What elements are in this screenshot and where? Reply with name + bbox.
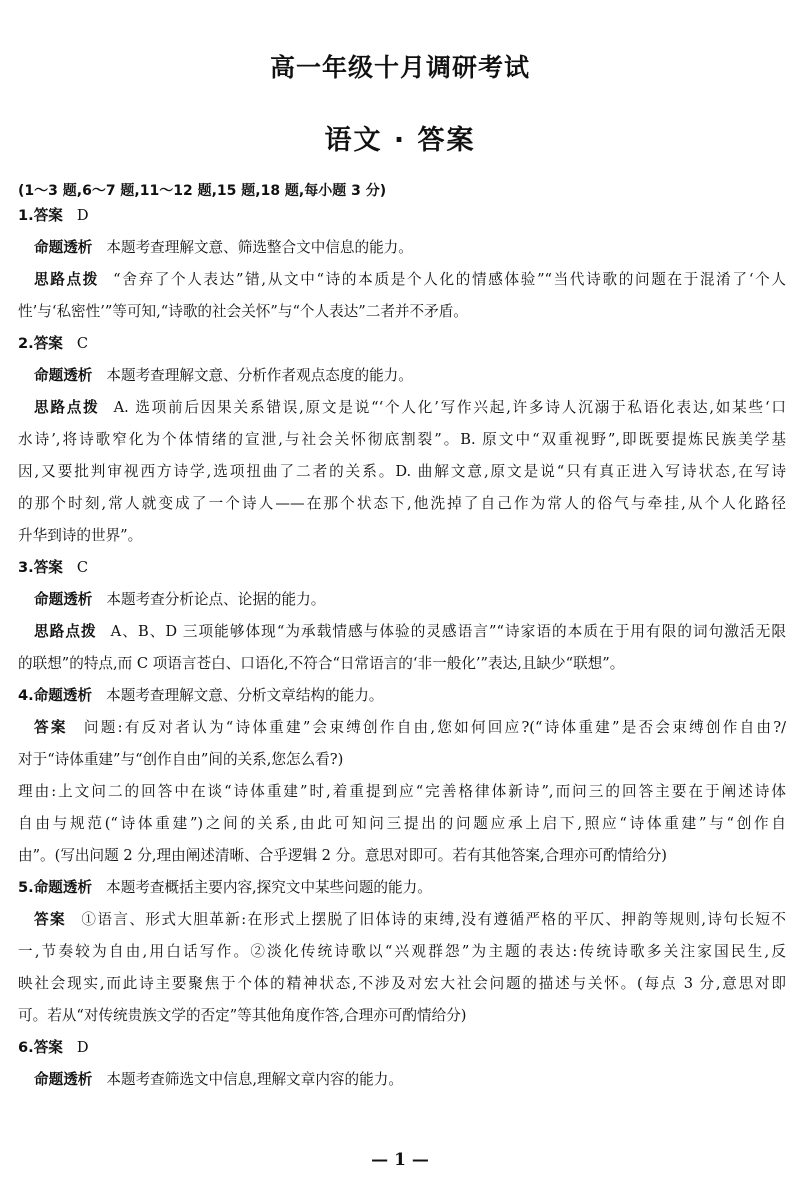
- analysis-label: 命题透析: [34, 1071, 93, 1088]
- q1-analysis: 本题考查理解文意、筛选整合文中信息的能力。: [106, 239, 413, 256]
- answer-label: 答案: [34, 719, 68, 736]
- q5-answer-1: ①语言、形式大胆革新:在形式上摆脱了旧体诗的束缚,没有遵循严格的平仄、押韵等规则,诗句长短不: [79, 911, 786, 928]
- q3-answer: C: [76, 559, 89, 576]
- q2-hint-line-3: 因,又要批判审视西方诗学,选项扭曲了二者的关系。D. 曲解文意,原文是说“只有真正进入写诗状态,在写诗: [18, 463, 786, 480]
- hint-label: 思路点拨: [34, 623, 97, 640]
- q1-hint-1: “舍弃了个人表达”错,从文中“诗的本质是个人化的情感体验”“当代诗歌的问题在于混淆了‘个人: [113, 271, 786, 288]
- q6-number: 6.: [18, 1039, 34, 1056]
- q5-answer-line: [18, 904, 786, 936]
- q1-number: 1.: [18, 207, 34, 224]
- answer-label: 答案: [33, 335, 63, 352]
- q2-hint-1: A. 选项前后因果关系错误,原文是说“‘个人化’写作兴起,许多诗人沉溺于私语化表达,如某些‘口: [113, 399, 786, 416]
- q4-answer-line-2: 对于“诗体重建”与“创作自由”间的关系,您怎么看?): [18, 751, 344, 768]
- answer-label: 答案: [34, 911, 66, 928]
- q4-reason-line-1: 理由:上文问二的回答中在谈“诗体重建”时,着重提到应“完善格律体新诗”,而问三的回答主要在于阐述诗体: [18, 783, 786, 800]
- q3-hint-line: [18, 616, 786, 648]
- q1-answer-line: [18, 200, 786, 232]
- q1-hint-line: [18, 264, 786, 296]
- answer-label: 答案: [33, 1039, 63, 1056]
- document-subtitle: 语文 · 答案: [324, 125, 476, 156]
- scoring-note: (1～3 题,6～7 题,11～12 题,15 题,18 题,每小题 3 分): [18, 183, 387, 199]
- q2-number: 2.: [18, 335, 34, 352]
- q5-answer-line-2: 一,节奏较为自由,用白话写作。②淡化传统诗歌以“兴观群怨”为主题的表达:传统诗歌多关注家国民生,反: [18, 943, 786, 960]
- q4-reason-line-2: 自由与规范(“诗体重建”)之间的关系,由此可知问三提出的问题应承上启下,照应“诗体重建”与“创作自: [18, 815, 786, 832]
- q4-reason-line-3: 由”。(写出问题 2 分,理由阐述清晰、合乎逻辑 2 分。意思对即可。若有其他答案,合理亦可酌情给分): [18, 847, 668, 864]
- q3-hint-line-2: 的联想”的特点,而 C 项语言苍白、口语化,不符合“日常语言的‘非一般化’”表达,且缺少“联想”。: [18, 655, 625, 672]
- hint-label: 思路点拨: [34, 271, 100, 288]
- analysis-label: 命题透析: [34, 239, 93, 256]
- q2-analysis-line: [18, 360, 786, 392]
- answer-body: [18, 200, 786, 1096]
- q3-number: 3.: [18, 559, 34, 576]
- q5-answer-line-4: 可。若从“对传统贵族文学的否定”等其他角度作答,合理亦可酌情给分): [18, 1007, 467, 1024]
- q4-answer-line: [18, 712, 786, 744]
- q2-hint-line-5: 升华到诗的世界”。: [18, 527, 143, 544]
- analysis-label: 命题透析: [34, 591, 93, 608]
- analysis-label: 命题透析: [33, 879, 93, 896]
- q3-hint-1: A、B、D 三项能够体现“为承载情感与体验的灵感语言”“诗家语的本质在于用有限的词句激活无限: [110, 623, 786, 640]
- q3-analysis: 本题考查分析论点、论据的能力。: [106, 591, 326, 608]
- q5-answer-line-3: 映社会现实,而此诗主要聚焦于个体的精神状态,不涉及对宏大社会问题的描述与关怀。(每点 3 分,意思对即: [18, 975, 786, 992]
- q3-analysis-line: [18, 584, 786, 616]
- q6-answer: D: [76, 1039, 89, 1056]
- analysis-label: 命题透析: [34, 367, 93, 384]
- answer-label: 答案: [33, 207, 63, 224]
- document-title: 高一年级十月调研考试: [269, 53, 530, 82]
- q1-answer: D: [76, 207, 89, 224]
- q5-analysis: 本题考查概括主要内容,探究文中某些问题的能力。: [106, 879, 432, 896]
- q2-hint-line: [18, 392, 786, 424]
- q1-hint-line-2: 性’与‘私密性’”等可知,“诗歌的社会关怀”与“个人表达”二者并不矛盾。: [18, 303, 468, 320]
- q4-analysis: 本题考查理解文意、分析文章结构的能力。: [106, 687, 384, 704]
- q3-answer-line: [18, 552, 786, 584]
- q6-analysis: 本题考查筛选文中信息,理解文章内容的能力。: [106, 1071, 403, 1088]
- q5-number: 5.: [18, 879, 34, 896]
- q2-answer-line: [18, 328, 786, 360]
- q2-hint-line-4: 的那个时刻,常人就变成了一个诗人——在那个状态下,他洗掉了自己作为常人的俗气与牵挂,从个人化路径: [18, 495, 786, 512]
- q2-answer: C: [76, 335, 89, 352]
- hint-label: 思路点拨: [34, 399, 100, 416]
- q6-answer-line: [18, 1032, 786, 1064]
- q5-analysis-line: [18, 872, 786, 904]
- q2-analysis: 本题考查理解文意、分析作者观点态度的能力。: [106, 367, 413, 384]
- q4-answer-1: 问题:有反对者认为“诗体重建”会束缚创作自由,您如何回应?(“诗体重建”是否会束缚创作自由?/: [81, 719, 786, 736]
- q6-analysis-line: [18, 1064, 786, 1096]
- page-number: — 1 —: [371, 1150, 429, 1170]
- answer-label: 答案: [33, 559, 63, 576]
- q2-hint-line-2: 水诗’,将诗歌窄化为个体情绪的宣泄,与社会关怀彻底割裂”。B. 原文中“双重视野”,即既要提炼民族美学基: [18, 431, 786, 448]
- analysis-label: 命题透析: [33, 687, 93, 704]
- q4-number: 4.: [18, 687, 34, 704]
- q4-analysis-line: [18, 680, 786, 712]
- q1-analysis-line: [18, 232, 786, 264]
